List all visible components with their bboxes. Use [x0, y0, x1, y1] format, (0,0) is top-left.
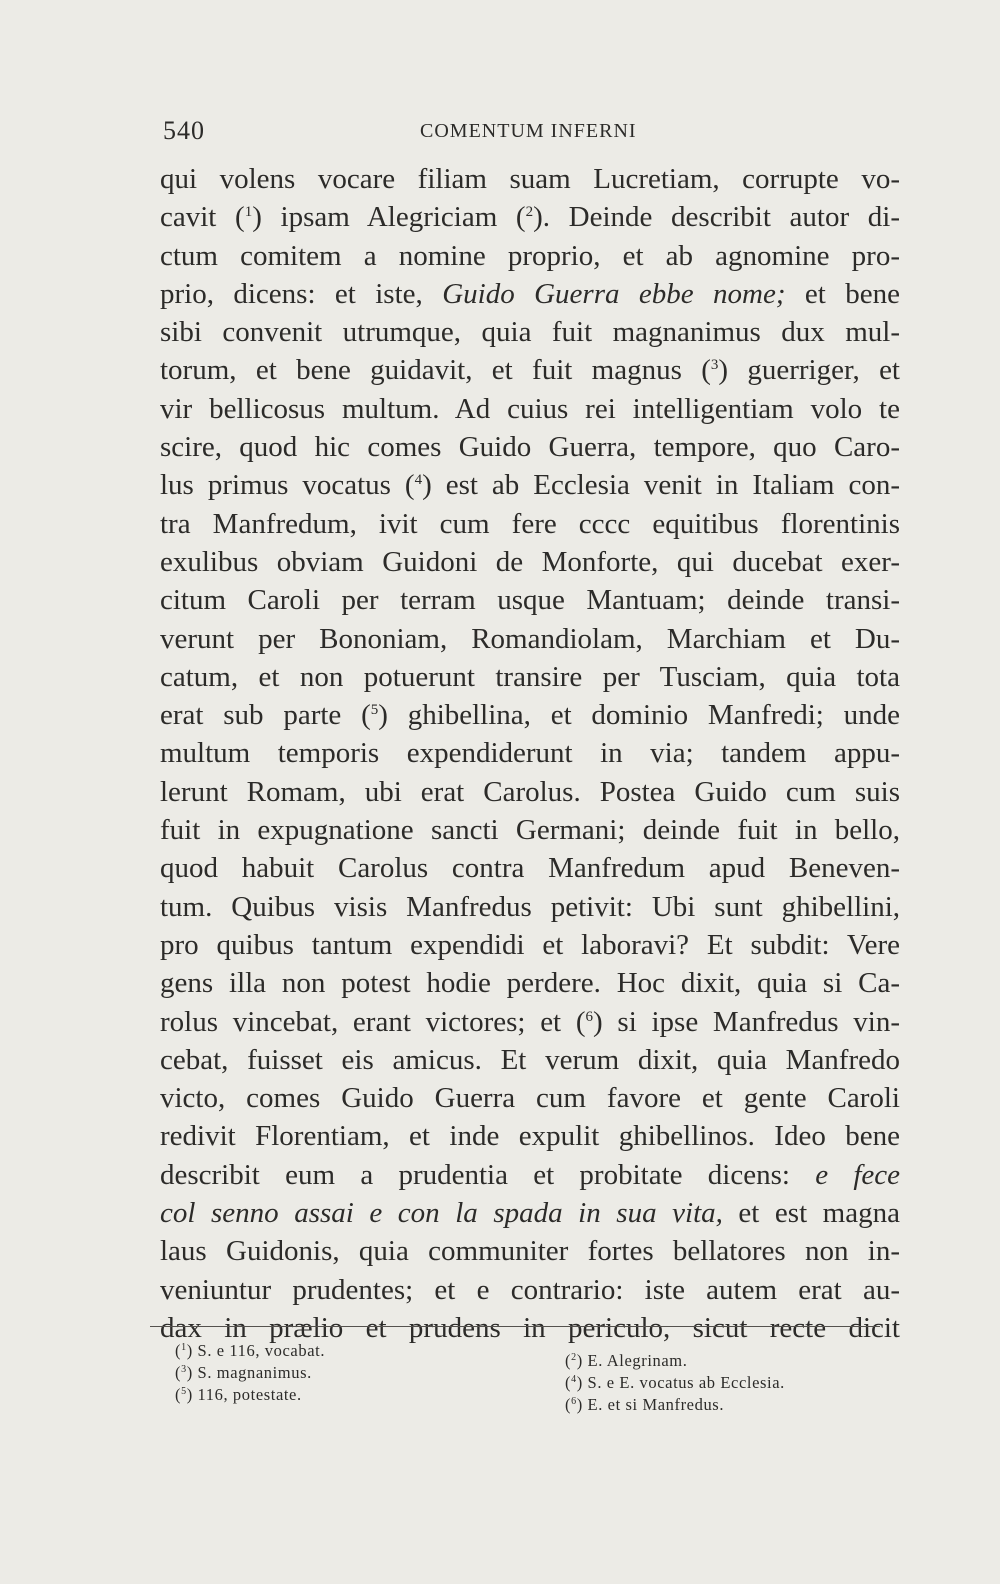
text-line: [160, 543, 900, 581]
text-segment: rolus vincebat, erant victores; et: [160, 1005, 576, 1038]
text-line: [160, 581, 900, 619]
footnote: ($^2$) E. Alegrinam.: [565, 1351, 688, 1370]
text-segment: vir bellicosus multum. Ad cuius rei intelligentiam volo te: [160, 392, 900, 425]
quoted-italic-text: Guido Guerra ebbe nome;: [442, 277, 786, 310]
text-line: [160, 620, 900, 658]
footnote-number: 4: [571, 1374, 577, 1385]
text-segment: cebat, fuisset eis amicus. Et verum dixit, quia Manfredo: [160, 1043, 900, 1076]
text-line: [160, 696, 900, 734]
text-segment: quod habuit Carolus contra Manfredum apud Beneven-: [160, 852, 900, 885]
footnote-ref: ($^6$): [575, 1005, 603, 1038]
footnote: ($^4$) S. e E. vocatus ab Ecclesia.: [565, 1373, 785, 1392]
text-segment: catum, et non potuerunt transire per Tusciam, quia tota: [160, 660, 900, 693]
text-line: [160, 1156, 900, 1194]
text-segment: prio, dicens: et iste,: [160, 277, 443, 310]
footnote-rule: [150, 1326, 880, 1327]
running-head: COMENTUM INFERNI: [420, 120, 637, 142]
text-segment: pro quibus tantum expendidi et laboravi? Et subdit: Vere: [160, 928, 900, 961]
text-line: [160, 351, 900, 389]
page-number: 540: [163, 116, 205, 145]
footnote-text: E. et si Manfredus.: [587, 1395, 725, 1414]
text-line: [160, 1117, 900, 1155]
body-text: [160, 160, 900, 1347]
text-line: [160, 1041, 900, 1079]
text-segment: erat sub parte: [160, 699, 362, 732]
footnotes-right-column: [565, 1350, 785, 1416]
quoted-italic-text: col senno assai e con la spada in sua vita,: [160, 1197, 723, 1230]
text-segment: ctum comitem a nomine proprio, et ab agnomine pro-: [160, 239, 900, 272]
text-segment: lus primus vocatus: [160, 469, 405, 502]
text-segment: ghibellina, et dominio Manfredi; unde: [387, 699, 900, 732]
text-segment: victo, comes Guido Guerra cum favore et gente Caroli: [160, 1082, 900, 1115]
text-line: [160, 1079, 900, 1117]
footnote-ref: ($^5$): [361, 699, 388, 732]
text-line: [160, 811, 900, 849]
text-segment: veniuntur prudentes; et e contrario: iste autem erat au-: [160, 1273, 900, 1306]
footnotes-left-column: [175, 1340, 325, 1406]
footnote-number: 1: [244, 204, 253, 221]
text-line: [160, 466, 900, 504]
text-segment: laus Guidonis, quia communiter fortes bellatores non in-: [160, 1235, 900, 1268]
text-line: [160, 160, 900, 198]
footnote-number: 5: [181, 1386, 187, 1397]
text-line: [160, 658, 900, 696]
text-line: [160, 390, 900, 428]
footnote-ref: ($^2$): [515, 201, 543, 234]
text-segment: . Deinde describit autor di-: [542, 201, 901, 234]
text-line: [160, 888, 900, 926]
text-segment: et bene: [785, 277, 900, 310]
text-segment: exulibus obviam Guidoni de Monforte, qui ducebat exer-: [160, 545, 900, 578]
text-segment: est ab Ecclesia venit in Italiam con-: [431, 469, 900, 502]
text-segment: torum, et bene guidavit, et fuit magnus: [160, 354, 702, 387]
text-segment: fuit in expugnatione sancti Germani; deinde fuit in bello,: [160, 814, 900, 847]
text-segment: describit eum a prudentia et probitate dicens:: [160, 1158, 816, 1191]
text-segment: si ipse Manfredus vin-: [602, 1005, 900, 1038]
text-segment: multum temporis expendiderunt in via; tandem appu-: [160, 737, 900, 770]
text-segment: tra Manfredum, ivit cum fere cccc equitibus florentinis: [160, 507, 900, 540]
text-line: [160, 1232, 900, 1270]
text-line: [160, 1194, 900, 1232]
footnote-number: 2: [525, 204, 534, 221]
text-segment: citum Caroli per terram usque Mantuam; deinde transi-: [160, 584, 900, 617]
footnote: ($^1$) S. e 116, vocabat.: [175, 1341, 326, 1360]
text-line: [160, 275, 900, 313]
text-segment: lerunt Romam, ubi erat Carolus. Postea Guido cum suis: [160, 775, 900, 808]
text-segment: ipsam Alegriciam: [261, 201, 516, 234]
footnote: ($^3$) S. magnanimus.: [175, 1363, 312, 1382]
text-segment: cavit: [160, 201, 236, 234]
text-segment: sibi convenit utrumque, quia fuit magnanimus dux mul-: [160, 316, 900, 349]
text-line: [160, 734, 900, 772]
text-line: [160, 198, 900, 236]
footnote: ($^5$) 116, potestate.: [175, 1385, 302, 1404]
footnote-number: 4: [414, 472, 423, 489]
footnote-number: 6: [585, 1008, 594, 1025]
text-line: [160, 964, 900, 1002]
text-line: [160, 926, 900, 964]
text-segment: qui volens vocare filiam suam Lucretiam, corrupte vo-: [160, 163, 900, 195]
text-segment: verunt per Bononiam, Romandiolam, Marchiam et Du-: [160, 622, 900, 655]
text-segment: gens illa non potest hodie perdere. Hoc dixit, quia si Ca-: [160, 967, 900, 1000]
text-segment: scire, quod hic comes Guido Guerra, tempore, quo Caro-: [160, 431, 900, 464]
footnote-number: 3: [710, 357, 719, 374]
text-line: [160, 313, 900, 351]
footnote-ref: ($^3$): [701, 354, 729, 387]
text-line: [160, 849, 900, 887]
footnote-number: 3: [181, 1364, 187, 1375]
text-segment: redivit Florentiam, et inde expulit ghibellinos. Ideo bene: [160, 1120, 900, 1153]
footnote-number: 6: [571, 1396, 577, 1407]
text-line: [160, 237, 900, 275]
footnote-text: E. Alegrinam.: [587, 1351, 688, 1370]
footnote-number: 1: [181, 1342, 187, 1353]
footnote-ref: ($^4$): [404, 469, 432, 502]
footnote-ref: ($^1$): [235, 201, 262, 234]
text-line: [160, 1003, 900, 1041]
footnote-number: 5: [370, 702, 379, 719]
quoted-italic-text: e fece: [815, 1158, 900, 1191]
footnote-text: S. magnanimus.: [197, 1363, 312, 1382]
text-segment: guerriger, et: [728, 354, 900, 387]
footnote-text: S. e 116, vocabat.: [197, 1341, 326, 1360]
footnote-number: 2: [571, 1352, 577, 1363]
text-line: [160, 428, 900, 466]
text-line: [160, 1271, 900, 1309]
footnote: ($^6$) E. et si Manfredus.: [565, 1395, 725, 1414]
text-line: [160, 505, 900, 543]
text-segment: tum. Quibus visis Manfredus petivit: Ubi sunt ghibellini,: [160, 890, 900, 923]
text-segment: et est magna: [722, 1197, 900, 1230]
footnote-text: S. e E. vocatus ab Ecclesia.: [587, 1373, 785, 1392]
text-segment: dax in prælio et prudens in periculo, sicut recte dicit: [160, 1311, 900, 1344]
text-line: [160, 773, 900, 811]
footnote-text: 116, potestate.: [197, 1385, 302, 1404]
